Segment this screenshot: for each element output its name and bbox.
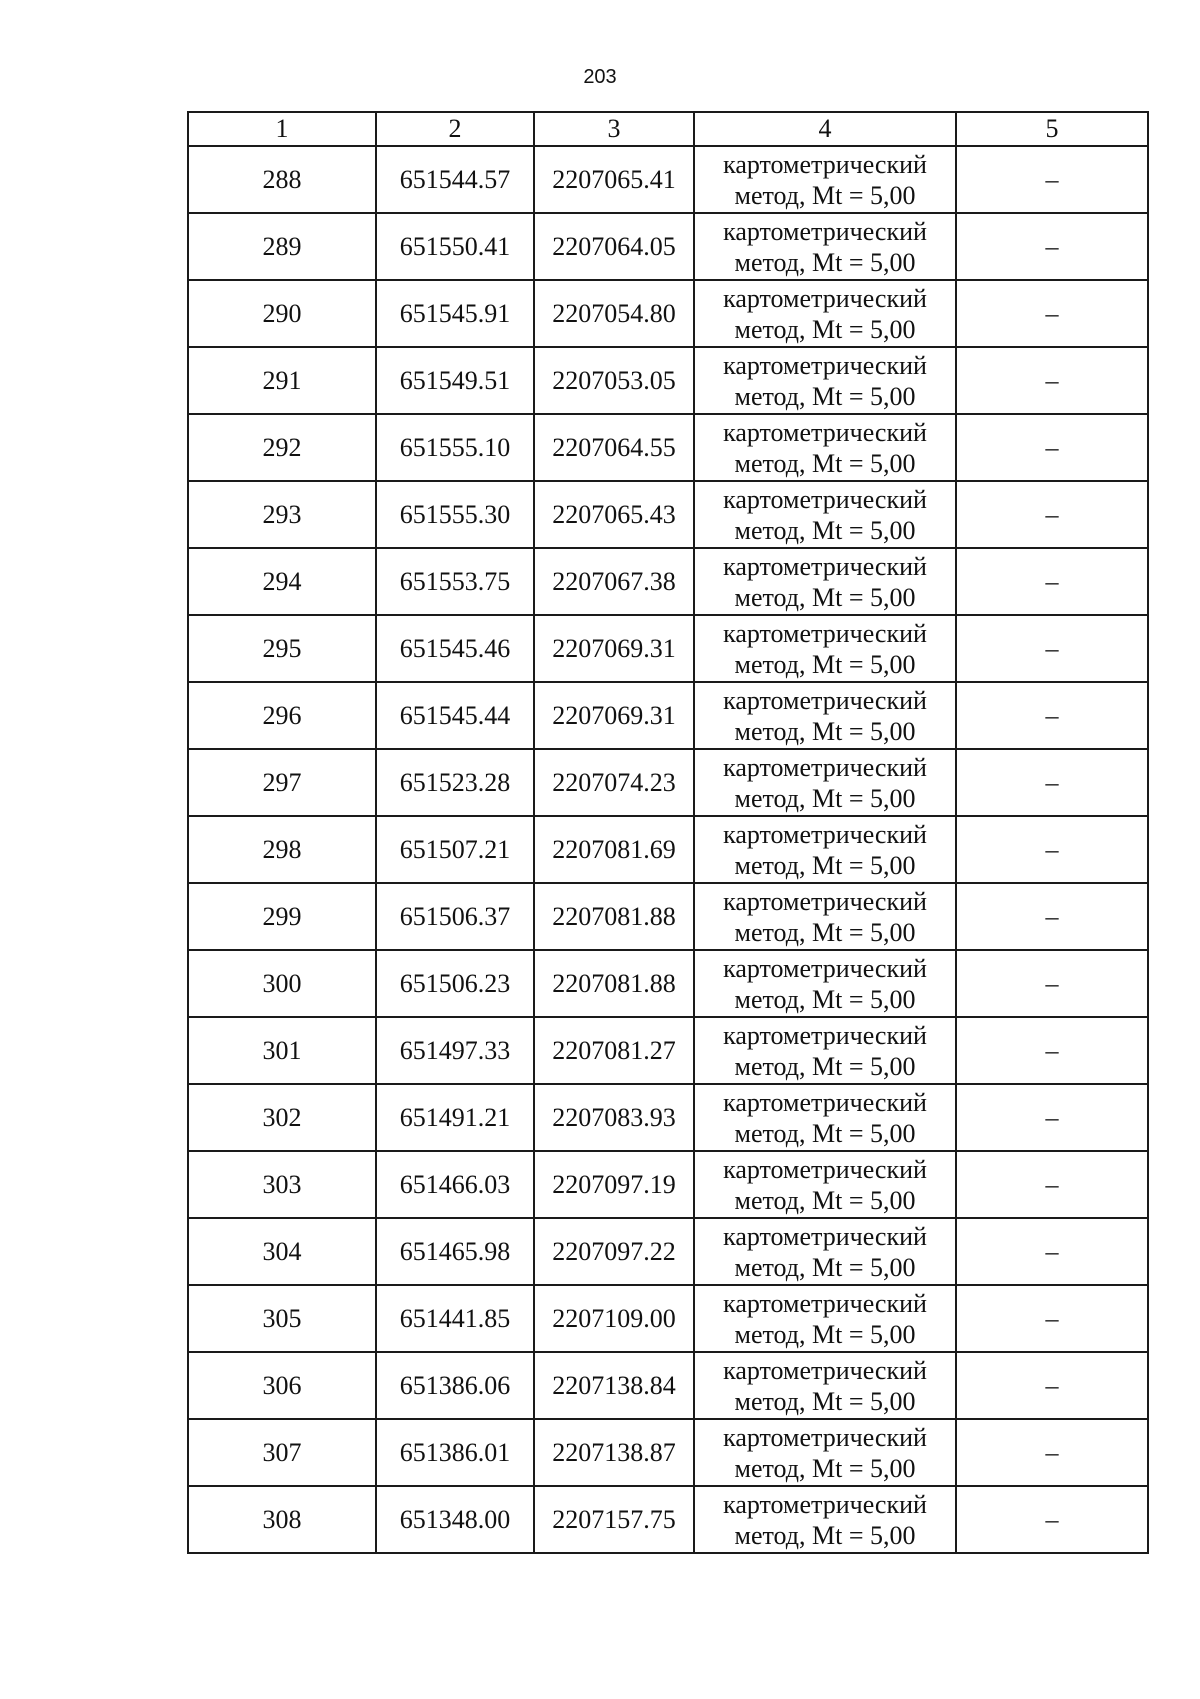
y-coordinate-cell: 2207065.43 (534, 481, 694, 548)
method-line-2: метод, Mt = 5,00 (734, 381, 916, 411)
method-line-1: картометрический (723, 1020, 927, 1050)
note-cell: – (956, 1218, 1148, 1285)
method-cell (694, 146, 956, 213)
y-coordinate-cell: 2207064.55 (534, 414, 694, 481)
method-cell (694, 883, 956, 950)
method-line-2: метод, Mt = 5,00 (734, 247, 916, 277)
y-coordinate-cell: 2207053.05 (534, 347, 694, 414)
table-row (188, 682, 1148, 749)
x-coordinate-cell: 651386.06 (376, 1352, 534, 1419)
x-coordinate-cell: 651348.00 (376, 1486, 534, 1553)
note-cell: – (956, 1084, 1148, 1151)
x-coordinate-cell: 651555.10 (376, 414, 534, 481)
method-line-1: картометрический (723, 1489, 927, 1519)
method-line-1: картометрический (723, 1422, 927, 1452)
x-coordinate-cell: 651441.85 (376, 1285, 534, 1352)
note-cell: – (956, 213, 1148, 280)
method-line-1: картометрический (723, 953, 927, 983)
y-coordinate-cell: 2207065.41 (534, 146, 694, 213)
table-row (188, 816, 1148, 883)
method-cell (694, 1084, 956, 1151)
note-cell: – (956, 816, 1148, 883)
table-row (188, 1084, 1148, 1151)
page-number: 203 (583, 66, 617, 88)
x-coordinate-cell: 651545.44 (376, 682, 534, 749)
method-line-1: картометрический (723, 819, 927, 849)
note-cell: – (956, 883, 1148, 950)
x-coordinate-cell: 651544.57 (376, 146, 534, 213)
method-line-1: картометрический (723, 149, 927, 179)
header-col-1: 1 (188, 112, 376, 146)
note-cell: – (956, 1352, 1148, 1419)
method-line-2: метод, Mt = 5,00 (734, 984, 916, 1014)
table-row (188, 749, 1148, 816)
point-number-cell: 291 (188, 347, 376, 414)
table-row (188, 213, 1148, 280)
point-number-cell: 294 (188, 548, 376, 615)
method-cell (694, 816, 956, 883)
method-cell (694, 1486, 956, 1553)
y-coordinate-cell: 2207081.88 (534, 883, 694, 950)
method-cell (694, 347, 956, 414)
point-number-cell: 307 (188, 1419, 376, 1486)
note-cell: – (956, 1151, 1148, 1218)
point-number-cell: 306 (188, 1352, 376, 1419)
y-coordinate-cell: 2207138.87 (534, 1419, 694, 1486)
point-number-cell: 289 (188, 213, 376, 280)
x-coordinate-cell: 651497.33 (376, 1017, 534, 1084)
table-row (188, 280, 1148, 347)
point-number-cell: 296 (188, 682, 376, 749)
table-row (188, 615, 1148, 682)
method-line-2: метод, Mt = 5,00 (734, 1051, 916, 1081)
method-line-2: метод, Mt = 5,00 (734, 1319, 916, 1349)
method-line-2: метод, Mt = 5,00 (734, 917, 916, 947)
table-row (188, 414, 1148, 481)
method-line-2: метод, Mt = 5,00 (734, 1185, 916, 1215)
x-coordinate-cell: 651550.41 (376, 213, 534, 280)
method-line-1: картометрический (723, 1087, 927, 1117)
coordinates-table (187, 111, 1149, 1554)
method-line-1: картометрический (723, 618, 927, 648)
table-row (188, 1017, 1148, 1084)
method-line-1: картометрический (723, 1154, 927, 1184)
note-cell: – (956, 146, 1148, 213)
y-coordinate-cell: 2207138.84 (534, 1352, 694, 1419)
point-number-cell: 292 (188, 414, 376, 481)
header-col-2: 2 (376, 112, 534, 146)
y-coordinate-cell: 2207081.88 (534, 950, 694, 1017)
method-line-1: картометрический (723, 350, 927, 380)
method-line-1: картометрический (723, 752, 927, 782)
y-coordinate-cell: 2207097.19 (534, 1151, 694, 1218)
y-coordinate-cell: 2207064.05 (534, 213, 694, 280)
method-line-1: картометрический (723, 216, 927, 246)
y-coordinate-cell: 2207081.27 (534, 1017, 694, 1084)
x-coordinate-cell: 651491.21 (376, 1084, 534, 1151)
y-coordinate-cell: 2207083.93 (534, 1084, 694, 1151)
method-cell (694, 749, 956, 816)
header-col-4: 4 (694, 112, 956, 146)
table-body (188, 146, 1148, 1553)
method-line-1: картометрический (723, 283, 927, 313)
table-row (188, 1285, 1148, 1352)
method-cell (694, 1419, 956, 1486)
table-row (188, 1352, 1148, 1419)
method-line-1: картометрический (723, 1221, 927, 1251)
method-line-1: картометрический (723, 484, 927, 514)
table-row (188, 1151, 1148, 1218)
point-number-cell: 290 (188, 280, 376, 347)
method-cell (694, 1352, 956, 1419)
method-cell (694, 548, 956, 615)
point-number-cell: 302 (188, 1084, 376, 1151)
method-cell (694, 615, 956, 682)
method-cell (694, 950, 956, 1017)
y-coordinate-cell: 2207069.31 (534, 682, 694, 749)
note-cell: – (956, 481, 1148, 548)
point-number-cell: 297 (188, 749, 376, 816)
table-row (188, 548, 1148, 615)
point-number-cell: 298 (188, 816, 376, 883)
y-coordinate-cell: 2207081.69 (534, 816, 694, 883)
x-coordinate-cell: 651555.30 (376, 481, 534, 548)
point-number-cell: 303 (188, 1151, 376, 1218)
note-cell: – (956, 950, 1148, 1017)
header-col-5: 5 (956, 112, 1148, 146)
method-cell (694, 1218, 956, 1285)
note-cell: – (956, 1486, 1148, 1553)
note-cell: – (956, 414, 1148, 481)
note-cell: – (956, 1419, 1148, 1486)
method-line-2: метод, Mt = 5,00 (734, 582, 916, 612)
y-coordinate-cell: 2207074.23 (534, 749, 694, 816)
method-cell (694, 213, 956, 280)
point-number-cell: 299 (188, 883, 376, 950)
point-number-cell: 288 (188, 146, 376, 213)
y-coordinate-cell: 2207054.80 (534, 280, 694, 347)
method-cell (694, 1017, 956, 1084)
x-coordinate-cell: 651553.75 (376, 548, 534, 615)
note-cell: – (956, 548, 1148, 615)
method-cell (694, 481, 956, 548)
method-line-2: метод, Mt = 5,00 (734, 1386, 916, 1416)
method-line-2: метод, Mt = 5,00 (734, 1520, 916, 1550)
y-coordinate-cell: 2207097.22 (534, 1218, 694, 1285)
method-cell (694, 414, 956, 481)
note-cell: – (956, 1285, 1148, 1352)
table-row (188, 1419, 1148, 1486)
x-coordinate-cell: 651466.03 (376, 1151, 534, 1218)
note-cell: – (956, 682, 1148, 749)
method-line-2: метод, Mt = 5,00 (734, 716, 916, 746)
method-cell (694, 1285, 956, 1352)
point-number-cell: 301 (188, 1017, 376, 1084)
y-coordinate-cell: 2207157.75 (534, 1486, 694, 1553)
method-cell (694, 280, 956, 347)
x-coordinate-cell: 651465.98 (376, 1218, 534, 1285)
table-row (188, 1218, 1148, 1285)
point-number-cell: 293 (188, 481, 376, 548)
method-line-2: метод, Mt = 5,00 (734, 448, 916, 478)
header-col-3: 3 (534, 112, 694, 146)
method-line-1: картометрический (723, 685, 927, 715)
table-row (188, 950, 1148, 1017)
point-number-cell: 308 (188, 1486, 376, 1553)
table-row (188, 481, 1148, 548)
method-line-2: метод, Mt = 5,00 (734, 850, 916, 880)
method-line-2: метод, Mt = 5,00 (734, 1252, 916, 1282)
x-coordinate-cell: 651523.28 (376, 749, 534, 816)
point-number-cell: 295 (188, 615, 376, 682)
x-coordinate-cell: 651506.37 (376, 883, 534, 950)
x-coordinate-cell: 651545.91 (376, 280, 534, 347)
table-header-row (188, 112, 1148, 146)
table-row (188, 146, 1148, 213)
method-line-1: картометрический (723, 551, 927, 581)
x-coordinate-cell: 651506.23 (376, 950, 534, 1017)
method-line-1: картометрический (723, 417, 927, 447)
point-number-cell: 304 (188, 1218, 376, 1285)
note-cell: – (956, 749, 1148, 816)
note-cell: – (956, 615, 1148, 682)
method-line-2: метод, Mt = 5,00 (734, 180, 916, 210)
method-cell (694, 682, 956, 749)
method-line-1: картометрический (723, 886, 927, 916)
y-coordinate-cell: 2207109.00 (534, 1285, 694, 1352)
note-cell: – (956, 1017, 1148, 1084)
y-coordinate-cell: 2207067.38 (534, 548, 694, 615)
table-row (188, 1486, 1148, 1553)
x-coordinate-cell: 651545.46 (376, 615, 534, 682)
x-coordinate-cell: 651507.21 (376, 816, 534, 883)
method-line-2: метод, Mt = 5,00 (734, 1118, 916, 1148)
method-line-1: картометрический (723, 1355, 927, 1385)
table-row (188, 347, 1148, 414)
method-line-2: метод, Mt = 5,00 (734, 783, 916, 813)
method-line-2: метод, Mt = 5,00 (734, 314, 916, 344)
y-coordinate-cell: 2207069.31 (534, 615, 694, 682)
note-cell: – (956, 347, 1148, 414)
x-coordinate-cell: 651549.51 (376, 347, 534, 414)
method-line-2: метод, Mt = 5,00 (734, 1453, 916, 1483)
method-line-2: метод, Mt = 5,00 (734, 515, 916, 545)
method-cell (694, 1151, 956, 1218)
method-line-2: метод, Mt = 5,00 (734, 649, 916, 679)
table-row (188, 883, 1148, 950)
x-coordinate-cell: 651386.01 (376, 1419, 534, 1486)
method-line-1: картометрический (723, 1288, 927, 1318)
point-number-cell: 305 (188, 1285, 376, 1352)
point-number-cell: 300 (188, 950, 376, 1017)
note-cell: – (956, 280, 1148, 347)
